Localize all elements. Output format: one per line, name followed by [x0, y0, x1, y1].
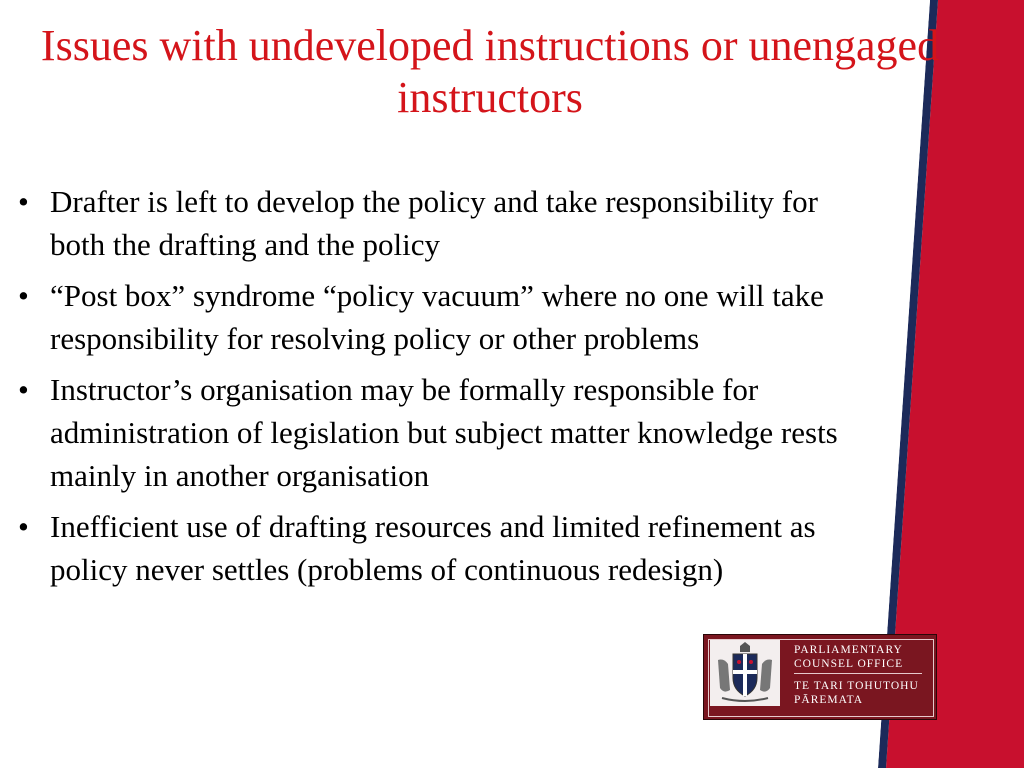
logo-divider: [794, 673, 922, 674]
bullet-text: “Post box” syndrome “policy vacuum” where no one will take responsibility for resolving policy or other problems: [50, 278, 824, 356]
logo-text-line-1: PARLIAMENTARY: [794, 644, 903, 656]
coat-of-arms-icon: [710, 640, 780, 706]
bullet-item: [18, 180, 878, 266]
bullet-text: Instructor’s organisation may be formally responsible for administration of legislation but subject matter knowledge rests mainly in another organisation: [50, 372, 838, 493]
bullet-item: [18, 274, 878, 360]
bullet-item: [18, 368, 878, 497]
bullet-list: [18, 180, 878, 599]
logo-text-line-2: COUNSEL OFFICE: [794, 658, 904, 670]
logo-text-line-3: TE TARI TOHUTOHU: [794, 680, 919, 692]
bullet-marker: •: [18, 372, 29, 407]
bullet-text: Drafter is left to develop the policy and take responsibility for both the drafting and the policy: [50, 184, 818, 262]
bullet-text: Inefficient use of drafting resources and limited refinement as policy never settles (problems of continuous redesign): [50, 509, 816, 587]
bullet-marker: •: [18, 278, 29, 313]
bullet-item: [18, 505, 878, 591]
slide-title: Issues with undeveloped instructions or unengaged instructors: [40, 21, 940, 122]
parliamentary-counsel-office-logo: [703, 634, 937, 720]
logo-text-line-4: PĀREMATA: [794, 694, 864, 706]
bullet-marker: •: [18, 509, 29, 544]
bullet-marker: •: [18, 184, 29, 219]
